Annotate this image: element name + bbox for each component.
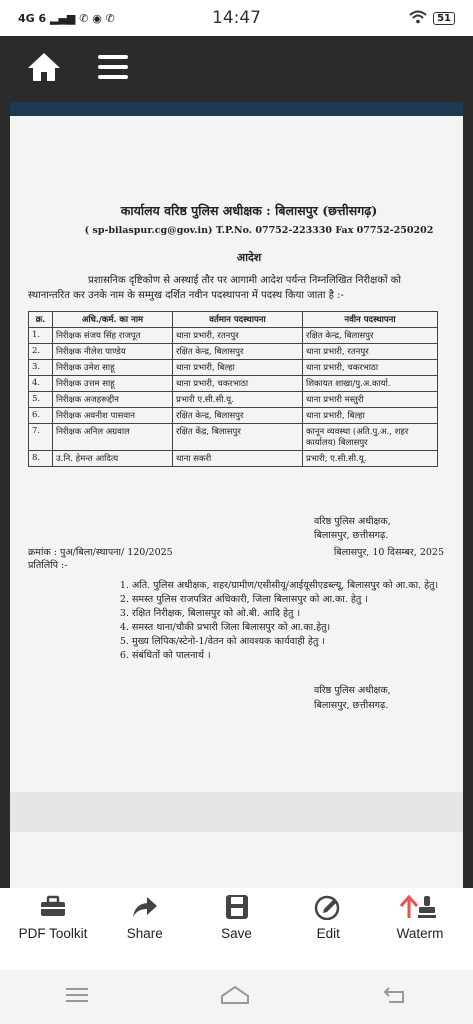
office-title: कार्यालय वरिष्ठ पुलिस अधीक्षक : बिलासपुर (छत्तीसगढ़) — [120, 203, 378, 218]
cell: निरीक्षक उमेश साहू — [53, 360, 173, 376]
cell: 5. — [29, 392, 53, 408]
cell: रक्षित केंद्र, बिलासपुर — [173, 424, 303, 451]
save-icon — [223, 894, 251, 920]
signature-block-2 — [314, 683, 444, 713]
tool-label: Waterm — [396, 926, 444, 941]
cell: उ.नि. हेमन्त आदित्य — [53, 451, 173, 467]
list-item: 1. अति. पुलिस अधीक्षक, शहर/ग्रामीण/एसीसीयू/आईयूसीएडब्ल्यू, बिलासपुर को आ.का. हेतु। — [132, 579, 444, 593]
cell: 8. — [29, 451, 53, 467]
cell: थाना प्रभारी मस्तुरी — [303, 392, 438, 408]
menu-icon[interactable] — [98, 54, 128, 84]
list-item: 5. मुख्य लिपिक/स्टेनो-1/वेतन को आवश्यक कार्यवाही हेतु । — [132, 635, 444, 649]
watermark-button[interactable] — [375, 888, 465, 970]
col-header: क्र. — [29, 312, 53, 328]
cell: रक्षित केन्द्र, बिलासपुर — [173, 408, 303, 424]
recent-apps-icon[interactable] — [66, 987, 88, 1007]
table-row — [29, 328, 438, 344]
cell: प्रभारी ए.सी.सी.यू. — [173, 392, 303, 408]
status-bar — [0, 0, 473, 36]
edit-icon — [314, 894, 342, 920]
app-header — [0, 36, 473, 102]
order-paragraph: प्रशासनिक दृष्टिकोण से अस्थाई तौर पर आगामी आदेश पर्यन्त निम्नलिखित निरीक्षकों को स्थानान्तरित कर उनके नाम के सम्मुख दर्शित नवीन पदस्थापना में पदस्थ किया जाता है :- — [28, 275, 402, 301]
page-bottom-band — [10, 792, 463, 832]
watermark-icon — [398, 894, 442, 920]
tool-label: PDF Toolkit — [18, 926, 88, 941]
share-icon — [131, 894, 159, 920]
col-header: नवीन पदस्थापना — [303, 312, 438, 328]
table-header-row — [29, 312, 438, 328]
col-header: वर्तमान पदस्थापना — [173, 312, 303, 328]
cell: निरीक्षक अनिल अग्रवाल — [53, 424, 173, 451]
back-icon[interactable] — [383, 986, 407, 1008]
cell: थाना प्रभारी, चकरभाठा — [173, 376, 303, 392]
cell: शिकायत शाखा/पु.अ.कार्या. — [303, 376, 438, 392]
table-row — [29, 392, 438, 408]
tool-label: Save — [221, 926, 252, 941]
cell: 3. — [29, 360, 53, 376]
signature-line: वरिष्ठ पुलिस अधीक्षक, — [314, 685, 391, 696]
copy-list — [122, 579, 444, 663]
home-nav-icon[interactable] — [220, 985, 250, 1009]
toolkit-icon — [39, 894, 67, 920]
cell: निरीक्षक उत्तम साहू — [53, 376, 173, 392]
document-content — [14, 202, 444, 713]
reference-number: क्रमांक : पुअ/बिला/स्थापना/ 120/2025 — [28, 547, 173, 558]
list-item: 4. समस्त थाना/चौकी प्रभारी जिला बिलासपुर को आ.का.हेतु। — [132, 621, 444, 635]
page-top-band — [10, 102, 463, 116]
signature-line: बिलासपुर, छत्तीसगढ़. — [314, 700, 389, 711]
pdf-viewer[interactable] — [0, 102, 473, 888]
transfer-table — [28, 311, 438, 467]
cell: निरीक्षक अजहरूद्दीन — [53, 392, 173, 408]
signature-line: बिलासपुर, छत्तीसगढ़. — [314, 530, 389, 541]
cell: थाना सकरी — [173, 451, 303, 467]
reference-line — [28, 545, 444, 558]
edit-button[interactable] — [283, 888, 373, 970]
cell: रक्षित केन्द्र, बिलासपुर — [173, 344, 303, 360]
table-row — [29, 360, 438, 376]
table-row — [29, 451, 438, 467]
cell: थाना प्रभारी, रतनपुर — [303, 344, 438, 360]
table-row — [29, 408, 438, 424]
bottom-toolbar — [0, 888, 473, 970]
cell: थाना प्रभारी, चकरभाठा — [303, 360, 438, 376]
system-nav-bar — [0, 970, 473, 1024]
cell: 2. — [29, 344, 53, 360]
list-item: 6. संबंधितों को पालनार्थ । — [132, 649, 444, 663]
cell: कानून व्यवस्था (अति.पु.अ., शहर कार्यालय) बिलासपुर — [303, 424, 438, 451]
battery-icon: 51 — [433, 12, 455, 25]
cell: 4. — [29, 376, 53, 392]
list-item: 3. रक्षित निरीक्षक, बिलासपुर को ओ.बी. आदि हेतु । — [132, 607, 444, 621]
cell: थाना प्रभारी, बिल्हा — [303, 408, 438, 424]
cell: 7. — [29, 424, 53, 451]
cell: 6. — [29, 408, 53, 424]
cell: निरीक्षक अवनीश पासवान — [53, 408, 173, 424]
cell: थाना प्रभारी, बिल्हा — [173, 360, 303, 376]
contact-line: ( sp-bilaspur.cg@gov.in) T.P.No. 07752-223330 Fax 07752-250202 — [84, 225, 434, 236]
table-row — [29, 424, 438, 451]
cell: रक्षित केन्द्र, बिलासपुर — [303, 328, 438, 344]
copy-heading: प्रतिलिपि :- — [28, 560, 68, 571]
cell: थाना प्रभारी, रतनपुर — [173, 328, 303, 344]
order-heading: आदेश — [236, 251, 262, 264]
cell: निरीक्षक संजय सिंह राजपूत — [53, 328, 173, 344]
clock: 14:47 — [212, 8, 261, 28]
table-row — [29, 376, 438, 392]
signature-line: वरिष्ठ पुलिस अधीक्षक, — [314, 516, 391, 527]
tool-label: Edit — [316, 926, 340, 941]
network-indicators: 4G 6 ▂▄▆ ✆ ◉ ✆ — [18, 11, 115, 25]
table-row — [29, 344, 438, 360]
cell: प्रभारी, ए.सी.सी.यू. — [303, 451, 438, 467]
share-button[interactable] — [100, 888, 190, 970]
pdf-toolkit-button[interactable] — [8, 888, 98, 970]
cell: 1. — [29, 328, 53, 344]
col-header: अधि./कर्म. का नाम — [53, 312, 173, 328]
order-date: बिलासपुर, 10 दिसम्बर, 2025 — [333, 547, 444, 558]
save-button[interactable] — [192, 888, 282, 970]
signature-block — [314, 515, 444, 543]
list-item: 2. समस्त पुलिस राजपत्रित अधिकारी, जिला बिलासपुर को आ.का. हेतु । — [132, 593, 444, 607]
tool-label: Share — [126, 926, 163, 941]
home-icon[interactable] — [26, 51, 62, 87]
cell: निरीक्षक नीलेश पाण्डेय — [53, 344, 173, 360]
